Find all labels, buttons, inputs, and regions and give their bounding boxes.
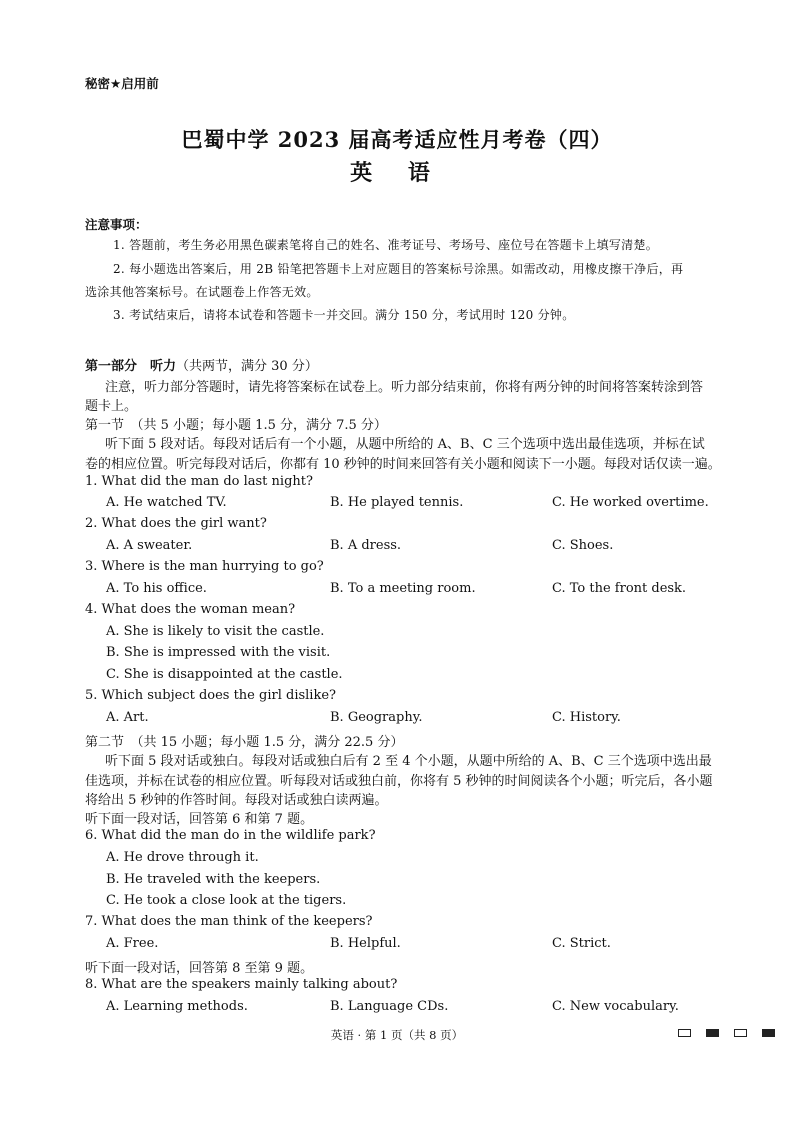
- question-stem: 7. What does the man think of the keepers?: [85, 914, 373, 929]
- exam-subject: 英 语: [350, 160, 444, 186]
- question-stem: 3. Where is the man hurrying to go?: [85, 559, 324, 574]
- option-b: B. He traveled with the keepers.: [106, 872, 321, 887]
- option-a: A. He drove through it.: [106, 850, 259, 865]
- question-stem: 1. What did the man do last night?: [85, 474, 313, 489]
- option-a: A. Free.: [106, 936, 159, 951]
- option-b: B. Geography.: [330, 710, 423, 725]
- option-b: B. To a meeting room.: [330, 581, 476, 596]
- part1-heading-bold: 第一部分 听力: [85, 359, 177, 374]
- option-b: B. Helpful.: [330, 936, 401, 951]
- question-stem: 4. What does the woman mean?: [85, 602, 296, 617]
- part1-heading: [85, 355, 775, 374]
- option-a: A. He watched TV.: [106, 495, 227, 510]
- option-c: C. Strict.: [552, 936, 611, 951]
- hollow-mark-icon: [678, 1029, 691, 1037]
- confidential-label: 秘密★启用前: [85, 76, 159, 91]
- option-c: C. He took a close look at the tigers.: [106, 893, 347, 908]
- notice-heading: 注意事项：: [85, 217, 148, 232]
- page-footer: 英语 · 第 1 页（共 8 页）: [330, 1028, 464, 1042]
- option-a: A. Art.: [106, 710, 149, 725]
- option-c: C. She is disappointed at the castle.: [106, 667, 343, 682]
- section1-heading: 第一节 （共 5 小题；每小题 1.5 分，满分 7.5 分）: [85, 418, 387, 433]
- section2-intro: 听下面 5 段对话或独白。每段对话或独白后有 2 至 4 个小题，从题中所给的 A、B、C 三个选项中选出最: [105, 754, 712, 769]
- option-b: B. He played tennis.: [330, 495, 464, 510]
- option-a: A. Learning methods.: [106, 999, 248, 1014]
- option-b: B. Language CDs.: [330, 999, 449, 1014]
- notice-item: 1. 答题前，考生务必用黑色碳素笔将自己的姓名、准考证号、考场号、座位号在答题卡上填写清楚。: [113, 238, 659, 252]
- option-c: C. New vocabulary.: [552, 999, 679, 1014]
- registration-marks: [678, 1029, 775, 1037]
- part1-heading-rest: （共两节，满分 30 分）: [176, 359, 318, 374]
- option-b: B. She is impressed with the visit.: [106, 645, 331, 660]
- exam-title: 巴蜀中学 2023 届高考适应性月考卷（四）: [181, 127, 613, 152]
- section1-intro: 听下面 5 段对话。每段对话后有一个小题，从题中所给的 A、B、C 三个选项中选出最佳选项，并标在试: [105, 437, 705, 452]
- notice-item: 选涂其他答案标号。在试题卷上作答无效。: [85, 285, 319, 299]
- option-a: A. To his office.: [106, 581, 207, 596]
- part1-intro: 注意，听力部分答题时，请先将答案标在试卷上。听力部分结束前，你将有两分钟的时间将答案转涂到答: [105, 380, 704, 395]
- notice-item: 2. 每小题选出答案后，用 2B 铅笔把答题卡上对应题目的答案标号涂黑。如需改动，用橡皮擦干净后，再: [113, 262, 684, 276]
- question-stem: 5. Which subject does the girl dislike?: [85, 688, 336, 703]
- option-c: C. History.: [552, 710, 621, 725]
- option-a: A. She is likely to visit the castle.: [106, 624, 325, 639]
- solid-mark-icon: [762, 1029, 775, 1037]
- solid-mark-icon: [706, 1029, 719, 1037]
- option-c: C. Shoes.: [552, 538, 614, 553]
- hollow-mark-icon: [734, 1029, 747, 1037]
- option-a: A. A sweater.: [106, 538, 193, 553]
- section2-heading: 第二节 （共 15 小题；每小题 1.5 分，满分 22.5 分）: [85, 735, 404, 750]
- notice-item: 3. 考试结束后，请将本试卷和答题卡一并交回。满分 150 分，考试用时 120 分钟。: [113, 308, 575, 322]
- listen-instruction: 听下面一段对话，回答第 6 和第 7 题。: [85, 812, 314, 827]
- question-stem: 6. What did the man do in the wildlife park?: [85, 828, 376, 843]
- option-c: C. He worked overtime.: [552, 495, 709, 510]
- option-c: C. To the front desk.: [552, 581, 687, 596]
- section1-intro: 卷的相应位置。听完每段对话后，你都有 10 秒钟的时间来回答有关小题和阅读下一小题。每段对话仅读一遍。: [85, 457, 721, 472]
- question-stem: 8. What are the speakers mainly talking about?: [85, 977, 398, 992]
- section2-intro: 佳选项，并标在试卷的相应位置。听每段对话或独白前，你将有 5 秒钟的时间阅读各个小题；听完后，各小题: [85, 774, 713, 789]
- listen-instruction: 听下面一段对话，回答第 8 至第 9 题。: [85, 961, 314, 976]
- section2-intro: 将给出 5 秒钟的作答时间。每段对话或独白读两遍。: [85, 793, 388, 808]
- question-stem: 2. What does the girl want?: [85, 516, 267, 531]
- part1-intro: 题卡上。: [85, 399, 138, 414]
- option-b: B. A dress.: [330, 538, 402, 553]
